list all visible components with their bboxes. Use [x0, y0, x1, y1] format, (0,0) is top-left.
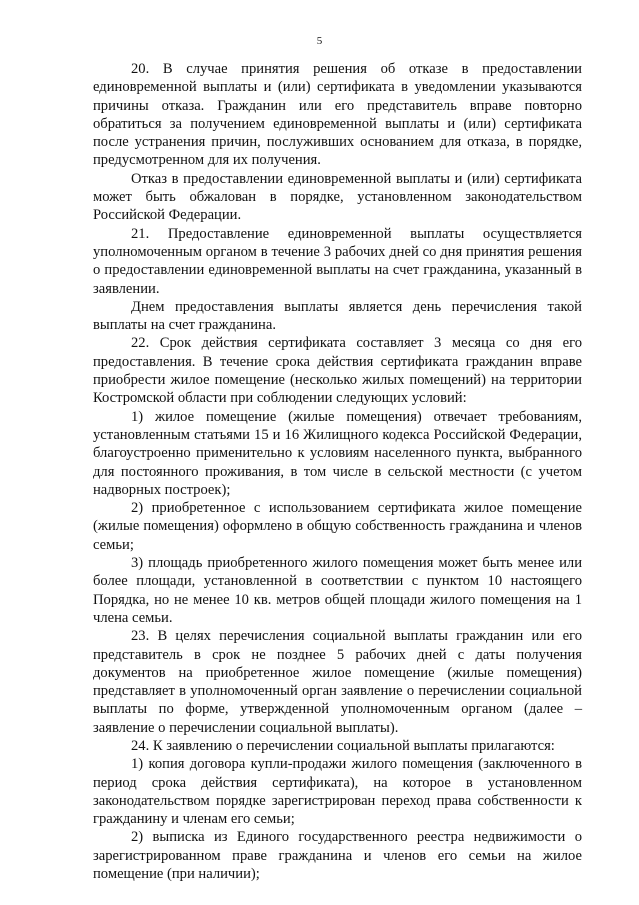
paragraph-23: 23. В целях перечисления социальной выплаты гражданин или его представитель в срок не позднее 5 рабочих дней с даты получения документов на приобретенное жилое помещение (жилые помещения) представляет в уполномоченный орган заявление о перечислении социальной выплаты по форме, утвержденной уполномоченным органом (далее – заявление о перечислении социальной выплаты).	[93, 628, 582, 736]
document-body	[93, 60, 582, 883]
paragraph-24: 24. К заявлению о перечислении социальной выплаты прилагаются:	[131, 737, 555, 754]
paragraph-21-payment-day: Днем предоставления выплаты является день перечисления такой выплаты на счет гражданина.	[93, 298, 582, 334]
paragraph-22-item-1: 1) жилое помещение (жилые помещения) отвечает требованиям, установленным статьями 15 и 16 Жилищного кодекса Российской Федерации, благоустроенно применительно к условиям населенного пункта, выбранного для постоянного проживания, в том числе в сельской местности (с учетом надворных построек);	[93, 408, 582, 498]
paragraph-22-item-3: 3) площадь приобретенного жилого помещения может быть менее или более площади, установленной в соответствии с пунктом 10 настоящего Порядка, но не менее 10 кв. метров общей площади жилого помещения на 1 члена семьи.	[93, 555, 582, 626]
paragraph-22: 22. Срок действия сертификата составляет 3 месяца со дня его предоставления. В течение срока действия сертификата гражданин вправе приобрести жилое помещение (несколько жилых помещений) на территории Костромской области при соблюдении следующих условий:	[93, 335, 582, 407]
paragraph-24-item-1: 1) копия договора купли-продажи жилого помещения (заключенного в период срока действия сертификата), на которое в установленном законодательством порядке зарегистрирован переход права собственности к гражданину и членам его семьи;	[93, 756, 582, 828]
paragraph-24-item-2: 2) выписка из Единого государственного реестра недвижимости о зарегистрированном праве гражданина и членов его семьи на жилое помещение (при наличии);	[93, 829, 582, 883]
paragraph-22-item-2: 2) приобретенное с использованием сертификата жилое помещение (жилые помещения) оформлено в общую собственность гражданина и членов семьи;	[93, 500, 582, 553]
paragraph-21: 21. Предоставление единовременной выплаты осуществляется уполномоченным органом в течение 3 рабочих дней со дня принятия решения о предоставлении единовременной выплаты на счет гражданина, указанный в заявлении.	[93, 225, 582, 297]
paragraph-20: 20. В случае принятия решения об отказе в предоставлении единовременной выплаты и (или) сертификата в уведомлении указываются причины отказа. Гражданин или его представитель вправе повторно обратиться за получением единовременной выплаты и (или) сертификата после устранения причин, послуживших основанием для отказа, в порядке, предусмотренном для их получения.	[93, 61, 582, 169]
paragraph-20-appeal: Отказ в предоставлении единовременной выплаты и (или) сертификата может быть обжалован в порядке, установленном законодательством Российской Федерации.	[93, 170, 582, 224]
page-number: 5	[316, 35, 323, 47]
